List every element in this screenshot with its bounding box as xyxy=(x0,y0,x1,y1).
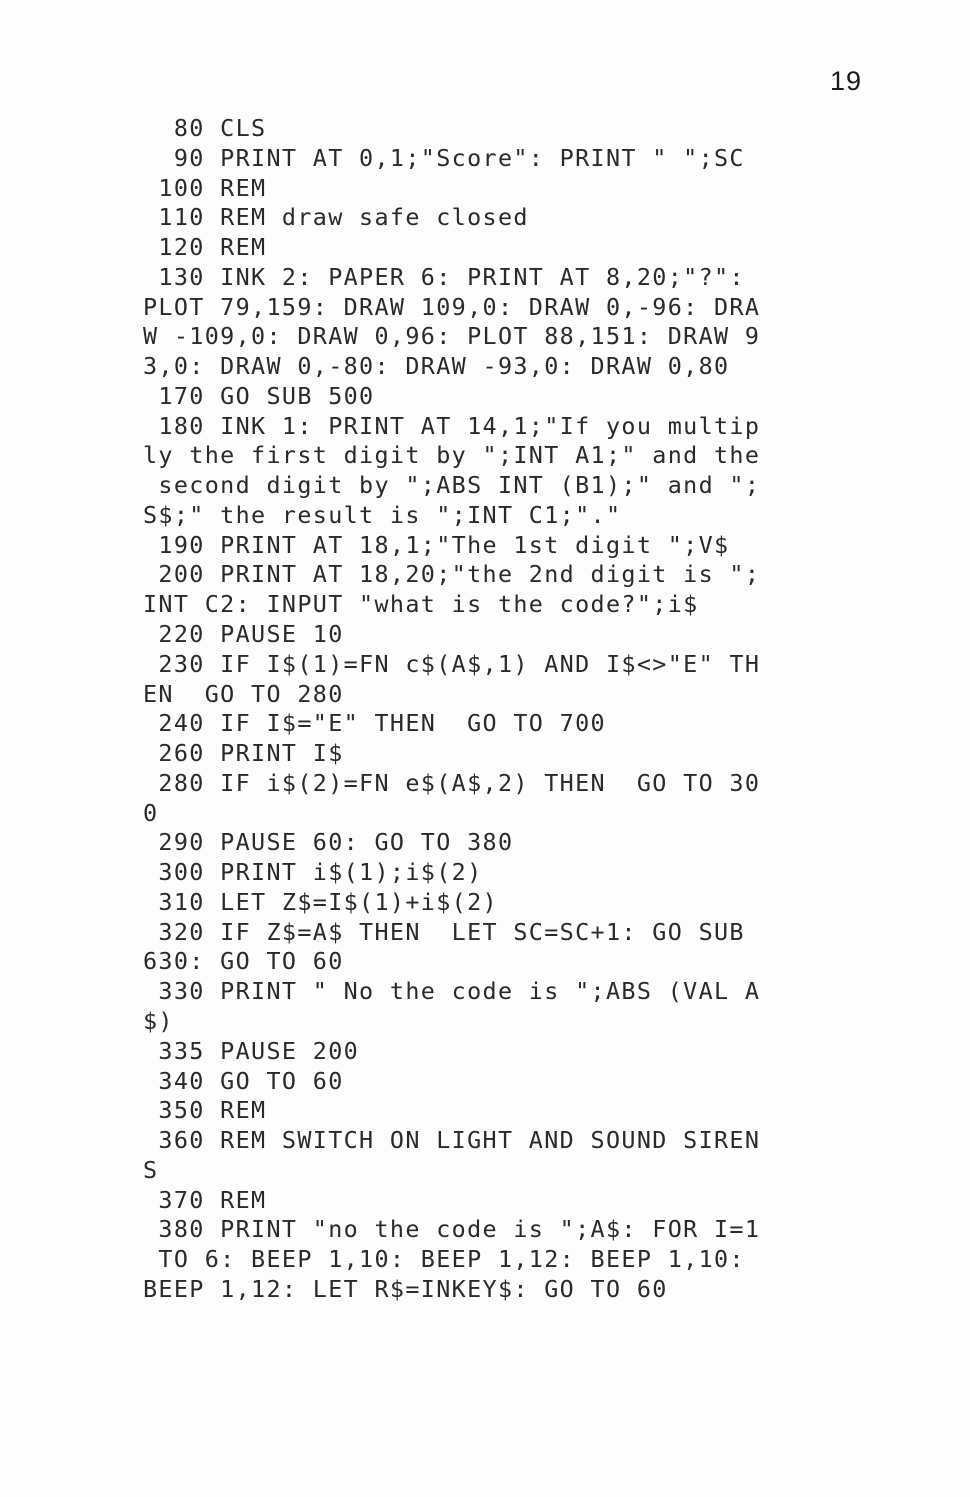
code-line: 120 REM xyxy=(143,233,267,262)
code-line: ly the first digit by ";INT A1;" and the xyxy=(143,441,761,470)
code-line: 230 IF I$(1)=FN c$(A$,1) AND I$<>"E" TH xyxy=(143,649,761,678)
code-line: TO 6: BEEP 1,10: BEEP 1,12: BEEP 1,10: xyxy=(143,1245,745,1274)
code-line: 240 IF I$="E" THEN GO TO 700 xyxy=(143,709,606,738)
code-line: 80 CLS xyxy=(143,114,267,142)
basic-program-listing xyxy=(143,114,873,1305)
code-line: 380 PRINT "no the code is ";A$: FOR I=1 xyxy=(143,1215,761,1244)
code-line: S xyxy=(143,1155,159,1184)
code-line: 340 GO TO 60 xyxy=(143,1066,344,1095)
code-line: INT C2: INPUT "what is the code?";i$ xyxy=(143,590,699,619)
code-line: 100 REM xyxy=(143,173,267,202)
code-line: S$;" the result is ";INT C1;"." xyxy=(143,500,622,529)
code-line: 335 PAUSE 200 xyxy=(143,1036,360,1065)
code-line: $) xyxy=(143,1006,174,1035)
code-line: 170 GO SUB 500 xyxy=(143,381,375,410)
code-line: 330 PRINT " No the code is ";ABS (VAL A xyxy=(143,977,761,1006)
code-line: 90 PRINT AT 0,1;"Score": PRINT " ";SC xyxy=(143,143,745,172)
code-line: 3,0: DRAW 0,-80: DRAW -93,0: DRAW 0,80 xyxy=(143,352,730,381)
code-line: EN GO TO 280 xyxy=(143,679,344,708)
code-line: 280 IF i$(2)=FN e$(A$,2) THEN GO TO 30 xyxy=(143,768,761,797)
code-line: second digit by ";ABS INT (B1);" and "; xyxy=(143,471,761,500)
code-line: 130 INK 2: PAPER 6: PRINT AT 8,20;"?": xyxy=(143,262,745,291)
code-line: 630: GO TO 60 xyxy=(143,947,344,976)
code-line: 350 REM xyxy=(143,1096,267,1125)
code-line: 370 REM xyxy=(143,1185,267,1214)
code-line: 360 REM SWITCH ON LIGHT AND SOUND SIREN xyxy=(143,1126,761,1155)
page-number: 19 xyxy=(829,66,862,96)
code-line: 320 IF Z$=A$ THEN LET SC=SC+1: GO SUB xyxy=(143,917,745,946)
code-line: 190 PRINT AT 18,1;"The 1st digit ";V$ xyxy=(143,530,730,559)
code-line: PLOT 79,159: DRAW 109,0: DRAW 0,-96: DRA xyxy=(143,292,761,321)
code-line: 200 PRINT AT 18,20;"the 2nd digit is "; xyxy=(143,560,761,589)
code-line: 110 REM draw safe closed xyxy=(143,203,529,232)
code-line: 0 xyxy=(143,798,159,827)
code-line: W -109,0: DRAW 0,96: PLOT 88,151: DRAW 9 xyxy=(143,322,761,351)
code-line: 180 INK 1: PRINT AT 14,1;"If you multip xyxy=(143,411,761,440)
code-line: 310 LET Z$=I$(1)+i$(2) xyxy=(143,887,498,916)
code-line: BEEP 1,12: LET R$=INKEY$: GO TO 60 xyxy=(143,1274,668,1303)
code-line: 300 PRINT i$(1);i$(2) xyxy=(143,858,483,887)
code-line: 290 PAUSE 60: GO TO 380 xyxy=(143,828,514,857)
code-line: 260 PRINT I$ xyxy=(143,739,344,768)
code-line: 220 PAUSE 10 xyxy=(143,620,344,649)
